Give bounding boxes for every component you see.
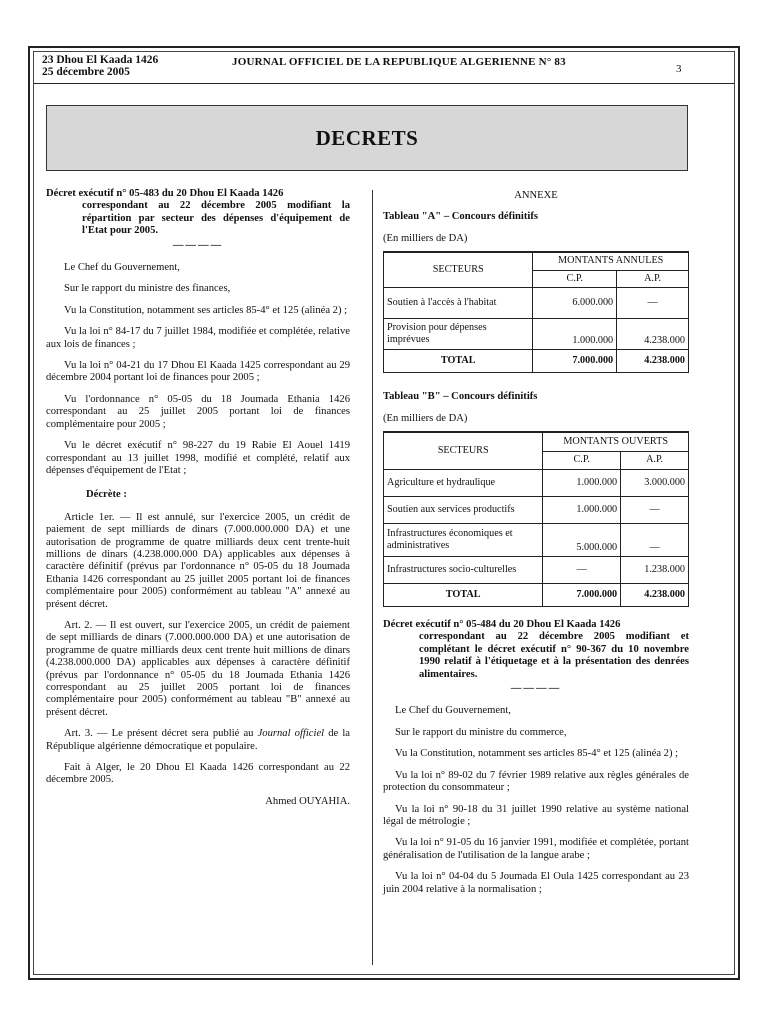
paragraph: Vu la loi n° 04-21 du 17 Dhou El Kaada 1425 correspondant au 29 décembre 2004 portant loi de finances pour 2005 ; (46, 360, 350, 384)
paragraph: Le Chef du Gouvernement, (64, 262, 180, 274)
table-a-unit: (En milliers de DA) (383, 232, 468, 244)
annexe-heading: ANNEXE (514, 190, 558, 201)
table-b-unit: (En milliers de DA) (383, 412, 468, 424)
table-row (384, 557, 689, 584)
paragraph: Vu le décret exécutif n° 98-227 du 19 Rabie El Aouel 1419 correspondant au 13 juillet 1998, modifié et complété, relatif aux dépenses d'équipement de l'Etat ; (46, 440, 350, 476)
decree-title (46, 188, 350, 238)
paragraph: Sur le rapport du ministre du commerce, (395, 726, 567, 738)
row-ap: — (621, 524, 689, 557)
paragraph: Le Chef du Gouvernement, (395, 705, 511, 717)
article-2: Art. 2. — Il est ouvert, sur l'exercice 2005, un crédit de paiement de sept milliards de dinars (7.000.000.000 DA) et une autorisation de programme de quatre milliards deux cent trente huit millions de dinars (4.238.000.000 DA) applicables aux dépenses à caractère définitif (prévus par l'ordonnance n° 05-05 du 18 Joumada Ethania 1426 correspondant au 25 juillet 2005 portant loi de finances complémentaire pour 2005) conformément au tableau "B" annexé au présent décret. (46, 619, 350, 718)
article-3 (46, 728, 350, 753)
table-a-title: Tableau "A" – Concours définitifs (383, 211, 538, 223)
row-label: Agriculture et hydraulique (384, 470, 543, 497)
table-b-title: Tableau "B" – Concours définitifs (383, 391, 538, 403)
article-1: Article 1er. — Il est annulé, sur l'exercice 2005, un crédit de paiement de sept milliards de dinars (7.000.000.000 DA) et une autorisation de programme de quatre milliards deux cent trente-huit millions de dinars (4.238.000.000 DA) applicables aux dépenses à caractère définitif (prévus par l'ordonnance n° 05-05 du 18 Joumada Ethania 1426 correspondant au 25 juillet 2005 portant loi de finances complémentaire pour 2005) conformément au tableau "A" annexé au présent décret. (46, 511, 350, 610)
table-header-ap: A.P. (621, 451, 689, 470)
paragraph: Sur le rapport du ministre des finances, (64, 283, 231, 295)
decree-title-line1: Décret exécutif n° 05-483 du 20 Dhou El Kaada 1426 (46, 188, 284, 199)
table-row (384, 524, 689, 557)
row-ap: — (621, 497, 689, 524)
decree-title-2 (383, 619, 689, 681)
row-label: Soutien à l'accès à l'habitat (384, 288, 533, 319)
article-3-journal: Journal officiel (257, 728, 325, 740)
page-number: 3 (676, 63, 682, 75)
row-cp: 1.000.000 (543, 470, 621, 497)
section-title: DECRETS (315, 125, 419, 150)
decrete-heading: Décrète : (86, 489, 127, 501)
header-divider (34, 83, 734, 84)
row-label: Provision pour dépenses imprévues (384, 319, 533, 350)
table-b (383, 431, 689, 607)
row-ap: 3.000.000 (621, 470, 689, 497)
header-date-hijri: 23 Dhou El Kaada 1426 (42, 54, 159, 66)
row-ap: 4.238.000 (617, 319, 689, 350)
total-ap: 4.238.000 (617, 350, 689, 373)
header-date-gregorian: 25 décembre 2005 (42, 66, 130, 78)
row-ap: 1.238.000 (621, 557, 689, 584)
table-header-group: MONTANTS OUVERTS (543, 432, 689, 451)
total-label: TOTAL (384, 350, 533, 373)
table-header-sectors: SECTEURS (384, 252, 533, 288)
table-row (384, 497, 689, 524)
total-cp: 7.000.000 (533, 350, 617, 373)
paragraph: Vu la loi n° 91-05 du 16 janvier 1991, modifiée et complétée, portant généralisation de l'utilisation de la langue arabe ; (383, 837, 689, 861)
row-label: Infrastructures économiques et administratives (384, 524, 543, 557)
row-ap: — (617, 288, 689, 319)
total-ap: 4.238.000 (621, 584, 689, 607)
table-total-row (384, 584, 689, 607)
article-3-start: Art. 3. — Le présent décret sera publié au (64, 728, 254, 740)
table-header-cp: C.P. (543, 451, 621, 470)
decree-title-2-line1: Décret exécutif n° 05-484 du 20 Dhou El Kaada 1426 (383, 619, 621, 631)
paragraph: Vu la loi n° 04-04 du 5 Joumada El Oula 1425 correspondant au 23 juin 2004 relative à la normalisation ; (383, 871, 689, 895)
row-label: Soutien aux services productifs (384, 497, 543, 524)
article-3-end: de la République algérienne démocratique et populaire. (46, 728, 350, 752)
paragraph: Vu la Constitution, notamment ses articles 85-4° et 125 (alinéa 2) ; (64, 304, 348, 316)
signature: Ahmed OUYAHIA. (265, 795, 350, 807)
row-cp: 6.000.000 (533, 288, 617, 319)
total-label: TOTAL (384, 584, 543, 607)
column-divider (372, 190, 373, 965)
journal-title: JOURNAL OFFICIEL DE LA REPUBLIQUE ALGERIENNE N° 83 (232, 56, 566, 68)
decree-title-2-rest: correspondant au 22 décembre 2005 modifiant et complétant le décret exécutif n° 90-367 du 10 novembre 1990 relatif à l'étiquetage et à la présentation des denrées alimentaires. (419, 631, 689, 680)
table-header-ap: A.P. (617, 270, 689, 288)
separator: ———— (172, 239, 224, 251)
separator: ———— (510, 683, 562, 695)
paragraph: Vu la loi n° 89-02 du 7 février 1989 relative aux règles générales de protection du consommateur ; (383, 769, 689, 794)
row-cp: 5.000.000 (543, 524, 621, 557)
total-cp: 7.000.000 (543, 584, 621, 607)
table-header-sectors: SECTEURS (384, 432, 543, 470)
table-row (384, 319, 689, 350)
row-label: Infrastructures socio-culturelles (384, 557, 543, 584)
header-date (42, 54, 158, 78)
paragraph: Vu la loi n° 90-18 du 31 juillet 1990 relative au système national légal de métrologie ; (383, 803, 689, 827)
paragraph: Vu l'ordonnance n° 05-05 du 18 Joumada Ethania 1426 correspondant au 25 juillet 2005 portant loi de finances complémentaire pour 2005 ; (46, 393, 350, 430)
left-column (46, 188, 350, 817)
table-header-cp: C.P. (533, 270, 617, 288)
table-total-row (384, 350, 689, 373)
table-row (384, 470, 689, 497)
row-cp: 1.000.000 (543, 497, 621, 524)
right-column (383, 190, 689, 905)
fait-a-alger: Fait à Alger, le 20 Dhou El Kaada 1426 correspondant au 22 décembre 2005. (46, 762, 350, 786)
paragraph: Vu la loi n° 84-17 du 7 juillet 1984, modifiée et complétée, relative aux lois de finances ; (46, 326, 350, 350)
section-banner (46, 105, 688, 171)
paragraph: Vu la Constitution, notamment ses articles 85-4° et 125 (alinéa 2) ; (395, 748, 679, 760)
row-cp: 1.000.000 (533, 319, 617, 350)
table-header-group: MONTANTS ANNULES (533, 252, 689, 270)
row-cp: — (543, 557, 621, 584)
decree-title-rest: correspondant au 22 décembre 2005 modifiant la répartition par secteur des dépenses d'équipement de l'Etat pour 2005. (82, 200, 350, 237)
table-a (383, 251, 689, 373)
table-row (384, 288, 689, 319)
